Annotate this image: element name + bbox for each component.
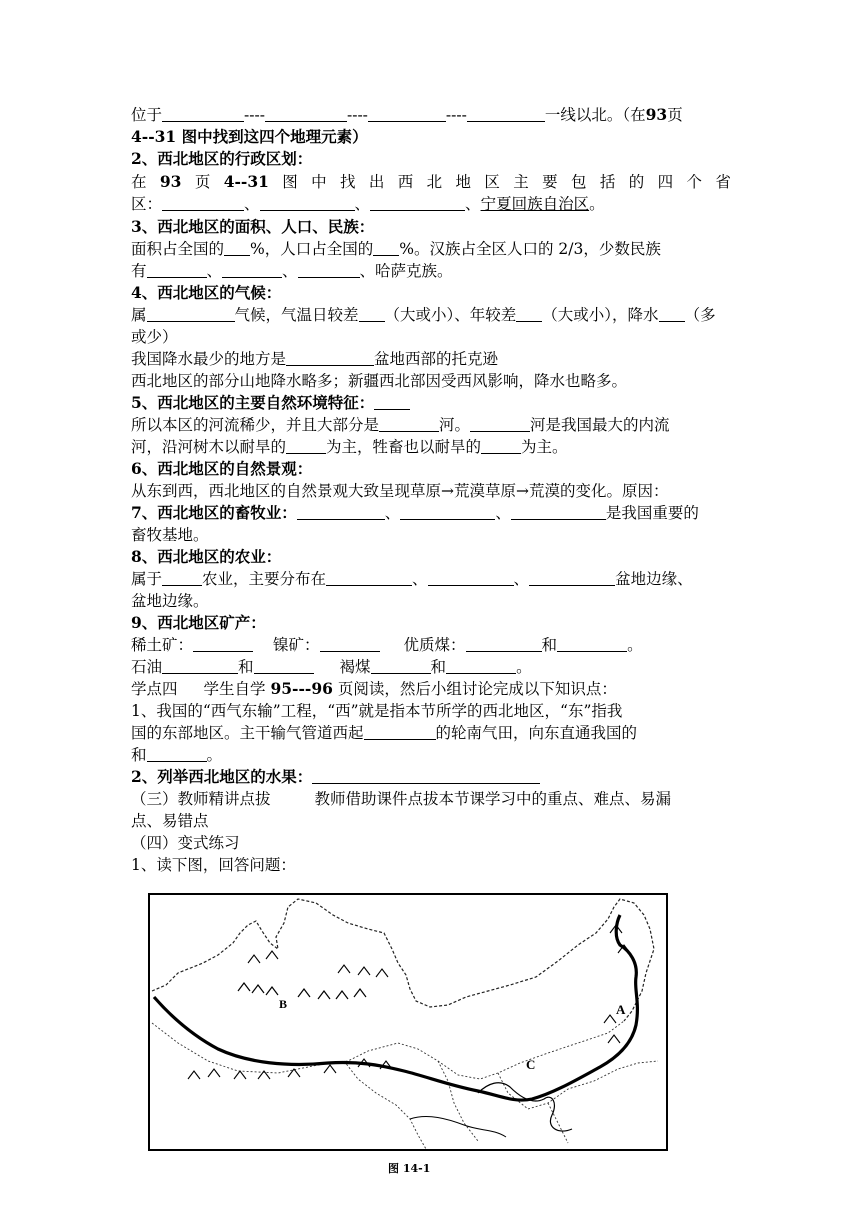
blank[interactable] [529, 569, 615, 586]
blank[interactable] [147, 745, 207, 762]
text: 面积占全国的 [131, 240, 225, 258]
text: 主 [513, 173, 529, 191]
text-line-27: （四）变式练习 [131, 834, 240, 852]
text: 盆地西部的托克逊 [374, 350, 499, 368]
blank[interactable] [466, 635, 542, 652]
blank[interactable] [359, 305, 385, 322]
text: 国的东部地区。主干输气管道西起 [131, 724, 364, 742]
text: 石油 [131, 658, 163, 676]
blank[interactable] [312, 767, 540, 784]
text: 优质煤： [403, 636, 466, 654]
text: 93 [159, 172, 182, 191]
text-line-9 [131, 348, 731, 370]
text: 包 [571, 173, 587, 191]
section-heading-8: 8、西北地区的农业： [131, 547, 282, 566]
text-line-19 [131, 656, 731, 678]
text: 镍矿： [273, 636, 320, 654]
blank[interactable] [222, 261, 282, 278]
filled-answer: 宁夏回族自治区 [480, 195, 590, 213]
text: 要 [542, 173, 558, 191]
map-label-a: A [616, 1002, 626, 1017]
text: 找 [340, 173, 356, 191]
text: 。 [627, 636, 643, 654]
section-heading-3: 3、西北地区的面积、人口、民族： [131, 217, 375, 236]
text: 、 [465, 195, 481, 213]
text: 一线以北。（在 [544, 106, 646, 124]
section-heading-5 [131, 392, 731, 414]
blank[interactable] [162, 105, 244, 122]
text-line-26: 点、易错点 [131, 812, 209, 830]
text: 、 [206, 262, 223, 280]
blank[interactable] [162, 569, 202, 586]
text: 5、西北地区的主要自然环境特征： [131, 393, 375, 412]
text: ---- [445, 106, 467, 124]
text: 盆地边缘、 [615, 570, 693, 588]
text-line-1 [131, 104, 731, 126]
text: 为主。 [521, 438, 568, 456]
text-line-18 [131, 634, 731, 656]
text-line-28: 1、读下图，回答问题： [131, 856, 296, 874]
text-line-17: 盆地边缘。 [131, 592, 209, 610]
text: 页 [194, 173, 211, 191]
text: ---- [244, 106, 265, 124]
text: 河。 [439, 416, 471, 434]
text-line-24 [131, 766, 731, 788]
text: 和 [541, 636, 558, 654]
text: 和 [430, 658, 447, 676]
text: 、 [384, 504, 401, 522]
text: 、 [495, 504, 511, 522]
text: 的轮南气田，向东直通我国的 [435, 724, 638, 742]
text: 、 [354, 195, 371, 213]
text: 7、西北地区的畜牧业： [131, 503, 297, 522]
blank[interactable] [254, 657, 314, 674]
blank[interactable] [557, 635, 627, 652]
text: 4--31 [223, 172, 269, 191]
text-line-12 [131, 436, 731, 458]
blank[interactable] [379, 415, 439, 432]
map-frame [149, 894, 667, 1150]
text-line-13: 从东到西，西北地区的自然景观大致呈现草原→荒漠草原→荒漠的变化。原因： [131, 482, 669, 500]
blank[interactable] [368, 105, 446, 122]
text: （大或小），降水 [542, 306, 659, 324]
text: 、 [282, 262, 298, 280]
text: 区 [484, 173, 500, 191]
text: 位于 [131, 106, 163, 124]
text: 西 [397, 173, 414, 191]
text-line-6 [131, 260, 731, 282]
text: 北 [426, 173, 443, 191]
blank[interactable] [260, 194, 355, 211]
text: 括 [599, 173, 616, 191]
text: %，人口占全国的 [250, 240, 374, 258]
blank[interactable] [286, 349, 374, 366]
blank[interactable] [400, 503, 495, 520]
text: 和 [131, 746, 147, 764]
text: 有 [131, 262, 147, 280]
text: 、 [244, 195, 260, 213]
text-line-8: 或少） [131, 328, 178, 346]
blank[interactable] [320, 635, 380, 652]
text: 我国降水最少的地方是 [131, 350, 287, 368]
text-line-15: 畜牧基地。 [131, 526, 209, 544]
blank[interactable] [326, 569, 412, 586]
text: （三）教师精讲点拔 [131, 790, 271, 808]
text: 、 [412, 570, 428, 588]
text-line-5 [131, 238, 731, 260]
blank[interactable] [428, 569, 514, 586]
text: 农业，主要分布在 [202, 570, 327, 588]
text-line-20 [131, 678, 731, 700]
section-heading-9: 9、西北地区矿产： [131, 613, 266, 632]
text-line-16 [131, 568, 731, 590]
blank[interactable] [470, 415, 530, 432]
text-line-22 [131, 722, 731, 744]
text: 2、列举西北地区的水果： [131, 767, 313, 786]
text: 、哈萨克族。 [359, 262, 453, 280]
text: 个 [686, 173, 703, 191]
blank[interactable] [162, 194, 244, 211]
text: 省 [715, 173, 731, 191]
blank[interactable] [224, 239, 250, 256]
text: （大或小）、年较差 [384, 306, 517, 324]
text: 属 [131, 306, 147, 324]
section-heading-4: 4、西北地区的气候： [131, 283, 282, 302]
text-line-11 [131, 414, 731, 436]
text: 中 [311, 173, 327, 191]
text: 页 [667, 106, 683, 124]
blank[interactable] [265, 105, 347, 122]
text-line-25 [131, 788, 731, 810]
text: 教师借助课件点拔本节课学习中的重点、难点、易漏 [314, 790, 672, 808]
text: 是我国重要的 [605, 504, 699, 522]
blank[interactable] [481, 437, 521, 454]
text: 和 [238, 658, 254, 676]
text: 四 [657, 173, 674, 191]
text: 图 [282, 173, 298, 191]
map-label-c: C [526, 1057, 536, 1072]
text: 为主，牲畜也以耐旱的 [326, 438, 482, 456]
text: 。 [589, 195, 605, 213]
text: %。汉族占全区人口的 2/3，少数民族 [399, 240, 661, 258]
text: 93 [645, 105, 668, 124]
blank[interactable] [659, 305, 685, 322]
text-line-7 [131, 304, 731, 326]
section-heading-7 [131, 502, 731, 524]
text-line-3 [131, 171, 731, 193]
text: 稀土矿： [131, 636, 194, 654]
text: 地 [455, 173, 472, 191]
blank[interactable] [374, 393, 410, 410]
blank[interactable] [446, 657, 516, 674]
text-line-10: 西北地区的部分山地降水略多；新疆西北部因受西风影响，降水也略多。 [131, 372, 628, 390]
blank[interactable] [364, 723, 436, 740]
text: 的 [628, 173, 645, 191]
blank[interactable] [297, 503, 385, 520]
text: （多 [684, 306, 716, 324]
text: 褐煤 [339, 658, 371, 676]
text: 学点四 [131, 680, 178, 698]
blank[interactable] [162, 657, 238, 674]
text: 河，沿河树木以耐旱的 [131, 438, 287, 456]
blank[interactable] [511, 503, 606, 520]
text-line-2: 4--31 图中找到这四个地理元素） [131, 127, 368, 146]
text: 在 [131, 173, 147, 191]
blank[interactable] [467, 105, 545, 122]
blank[interactable] [147, 261, 207, 278]
text: 属于 [131, 570, 163, 588]
blank[interactable] [370, 194, 465, 211]
text: ---- [346, 106, 368, 124]
northwest-china-map [148, 893, 668, 1151]
blank[interactable] [371, 657, 431, 674]
blank[interactable] [516, 305, 542, 322]
text: 出 [368, 173, 385, 191]
text-line-21: 1、我国的“西气东输”工程，“西”就是指本节所学的西北地区，“东”指我 [131, 702, 623, 720]
text: 区： [131, 195, 163, 213]
text: 页阅读，然后小组讨论完成以下知识点： [337, 680, 617, 698]
text: 。 [516, 658, 532, 676]
map-label-b: B [279, 997, 288, 1011]
text-line-4 [131, 193, 731, 215]
section-heading-2: 2、西北地区的行政区划： [131, 149, 313, 168]
text: 95---96 [270, 679, 333, 698]
blank[interactable] [286, 437, 326, 454]
text: 。 [206, 746, 223, 764]
blank[interactable] [298, 261, 360, 278]
blank[interactable] [147, 305, 235, 322]
figure-caption: 图 14-1 [388, 1162, 431, 1175]
blank[interactable] [193, 635, 253, 652]
text: 、 [513, 570, 530, 588]
text: 气候，气温日较差 [234, 306, 359, 324]
text: 河是我国最大的内流 [530, 416, 670, 434]
text: 所以本区的河流稀少，并且大部分是 [131, 416, 380, 434]
blank[interactable] [373, 239, 399, 256]
section-heading-6: 6、西北地区的自然景观： [131, 459, 313, 478]
text: 学生自学 [203, 680, 266, 698]
text-line-23 [131, 744, 731, 766]
